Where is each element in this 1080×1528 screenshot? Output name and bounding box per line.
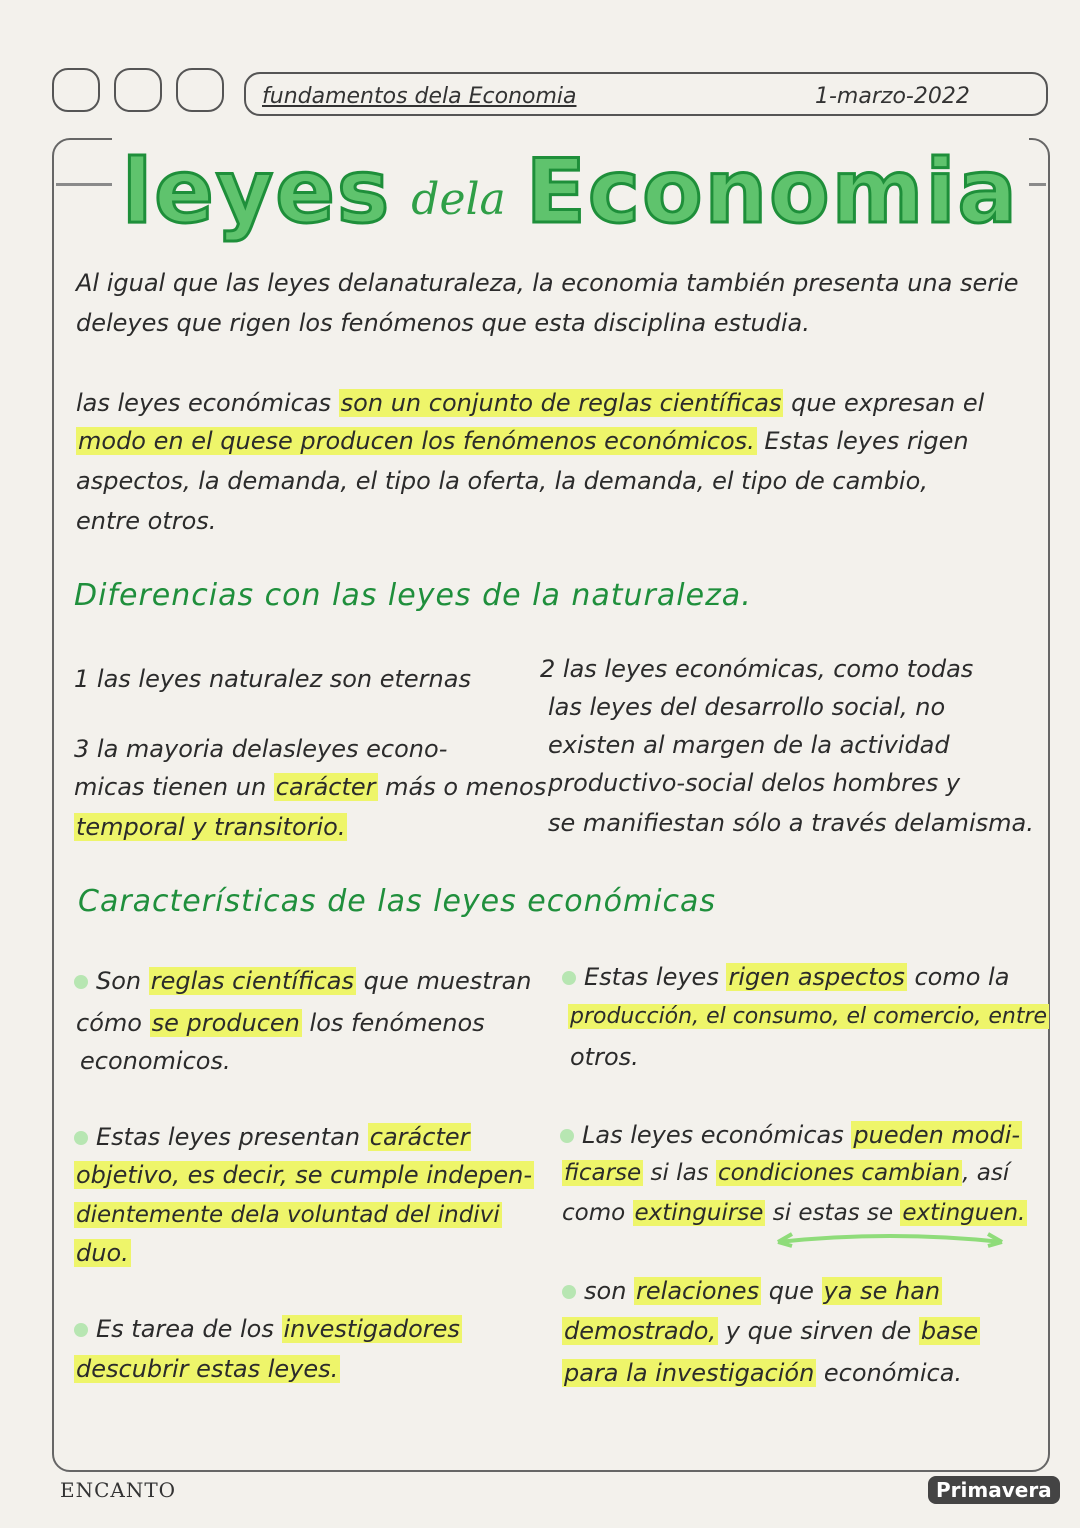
characteristic-4-l1 — [560, 1116, 1022, 1154]
definition-line-4: entre otros. — [76, 507, 217, 535]
c1-highlight: se producen — [151, 1009, 300, 1037]
c5-text: Es tarea de los — [96, 1315, 282, 1343]
bullet-dot-icon — [562, 971, 576, 985]
definition-line-2 — [76, 422, 969, 460]
c6-text: que — [761, 1277, 822, 1305]
c6-text: económica. — [816, 1359, 963, 1387]
c5-highlight: investigadores — [283, 1315, 460, 1343]
characteristic-4-l2 — [562, 1154, 1009, 1192]
difference-item-3-l2 — [74, 768, 546, 806]
item3-text: más o menos — [377, 773, 547, 801]
c1-text: Son — [96, 967, 149, 995]
c4-text: si las — [643, 1160, 716, 1186]
characteristic-4-l3 — [562, 1194, 1027, 1232]
characteristic-2-l2 — [568, 998, 1049, 1036]
c6-highlight: base — [920, 1317, 979, 1345]
def-text: las leyes económicas — [76, 389, 339, 417]
characteristic-1-l1 — [74, 962, 532, 1000]
c2-text: Estas leyes — [584, 963, 727, 991]
c6-highlight: relaciones — [636, 1277, 760, 1305]
c3-highlight: carácter — [369, 1123, 470, 1151]
c1-text: que muestran — [355, 967, 532, 995]
characteristic-3-l2 — [74, 1156, 534, 1194]
characteristic-1-l3: economicos. — [80, 1047, 231, 1075]
c4-text: Las leyes económicas — [582, 1121, 852, 1149]
item3-text: micas tienen un — [74, 773, 274, 801]
intro-line-2: deleyes que rigen los fenómenos que esta disciplina estudia. — [76, 309, 810, 337]
header-circle-1 — [52, 68, 100, 112]
c4-text: , así — [962, 1160, 1010, 1186]
header-circle-3 — [176, 68, 224, 112]
characteristic-3-l1 — [74, 1118, 471, 1156]
title-word-economia: Economia — [525, 140, 1019, 243]
characteristic-3-l4 — [74, 1234, 131, 1272]
bullet-dot-icon — [560, 1129, 574, 1143]
item3-highlight: temporal y transitorio. — [76, 813, 346, 841]
item3-highlight: carácter — [275, 773, 376, 801]
c4-highlight: ficarse — [564, 1160, 642, 1186]
c4-highlight: extinguirse — [634, 1200, 764, 1226]
c4-highlight: condiciones cambian — [717, 1160, 961, 1186]
intro-line-1: Al igual que las leyes delanaturaleza, la economia también presenta una serie — [76, 269, 1019, 297]
bullet-dot-icon — [74, 975, 88, 989]
characteristic-6-l2 — [562, 1312, 980, 1350]
c1-text: cómo — [76, 1009, 150, 1037]
c2-highlight: producción, el consumo, el comercio, entre — [570, 1004, 1048, 1029]
c4-highlight: extinguen. — [902, 1200, 1026, 1226]
c6-text: y que sirven de — [718, 1317, 919, 1345]
difference-item-2-l2: las leyes del desarrollo social, no — [548, 693, 946, 721]
c6-highlight: ya se han — [823, 1277, 941, 1305]
c6-highlight: para la investigación — [564, 1359, 815, 1387]
c2-text: como la — [906, 963, 1010, 991]
def-highlight: modo en el quese producen los fenómenos económicos. — [78, 427, 755, 455]
definition-line-3: aspectos, la demanda, el tipo la oferta, la demanda, el tipo de cambio, — [76, 467, 928, 495]
c5-highlight: descubrir estas leyes. — [76, 1355, 339, 1383]
def-text: que expresan el — [783, 389, 985, 417]
section-heading-characteristics: Características de las leyes económicas — [78, 884, 717, 919]
characteristic-2-l3: otros. — [570, 1043, 639, 1071]
characteristic-5-l2 — [74, 1350, 340, 1388]
difference-item-1: 1 las leyes naturalez son eternas — [74, 665, 471, 693]
c2-highlight: rigen aspectos — [728, 963, 905, 991]
c6-text: son — [584, 1277, 635, 1305]
c3-highlight: duo. — [76, 1239, 129, 1267]
difference-item-2-l4: productivo-social delos hombres y — [548, 769, 961, 797]
difference-item-2-l1: 2 las leyes económicas, como todas — [540, 655, 974, 683]
c3-highlight: dientemente dela voluntad del indivi — [76, 1202, 500, 1228]
page-title — [112, 126, 1029, 243]
bullet-dot-icon — [74, 1323, 88, 1337]
characteristic-6-l1 — [562, 1272, 942, 1310]
encanto-logo: ENCANTO — [60, 1478, 177, 1502]
characteristic-2-l1 — [562, 958, 1009, 996]
difference-item-3-l1: 3 la mayoria delasleyes econo- — [74, 735, 448, 763]
characteristic-6-l3 — [562, 1354, 962, 1392]
difference-item-2-l3: existen al margen de la actividad — [548, 731, 950, 759]
double-arrow-icon — [770, 1232, 1010, 1248]
primavera-logo: Primavera — [928, 1476, 1060, 1504]
title-word-leyes: leyes — [122, 140, 392, 243]
def-highlight: son un conjunto de reglas científicas — [340, 389, 782, 417]
date-label: 1-marzo-2022 — [815, 84, 970, 109]
characteristic-3-l3 — [74, 1196, 502, 1234]
definition-line-1 — [76, 384, 984, 422]
c3-text: Estas leyes presentan — [96, 1123, 368, 1151]
bullet-dot-icon — [562, 1285, 576, 1299]
c4-highlight: pueden modi- — [853, 1121, 1021, 1149]
c4-text: si estas se — [765, 1200, 901, 1226]
c1-highlight: reglas científicas — [150, 967, 354, 995]
c3-highlight: objetivo, es decir, se cumple indepen- — [76, 1161, 532, 1189]
header-circle-2 — [114, 68, 162, 112]
c6-highlight: demostrado, — [564, 1317, 717, 1345]
difference-item-3-l3 — [74, 808, 347, 846]
def-text: Estas leyes rigen — [756, 427, 969, 455]
characteristic-5-l1 — [74, 1310, 462, 1348]
characteristic-1-l2 — [76, 1004, 485, 1042]
subject-label: fundamentos dela Economia — [262, 84, 577, 109]
title-word-dela: dela — [411, 174, 506, 225]
difference-item-2-l5: se manifiestan sólo a través delamisma. — [548, 809, 1034, 837]
bullet-dot-icon — [74, 1131, 88, 1145]
c1-text: los fenómenos — [301, 1009, 485, 1037]
section-heading-differences: Diferencias con las leyes de la naturaleza. — [74, 578, 752, 613]
c4-text: como — [562, 1200, 633, 1226]
